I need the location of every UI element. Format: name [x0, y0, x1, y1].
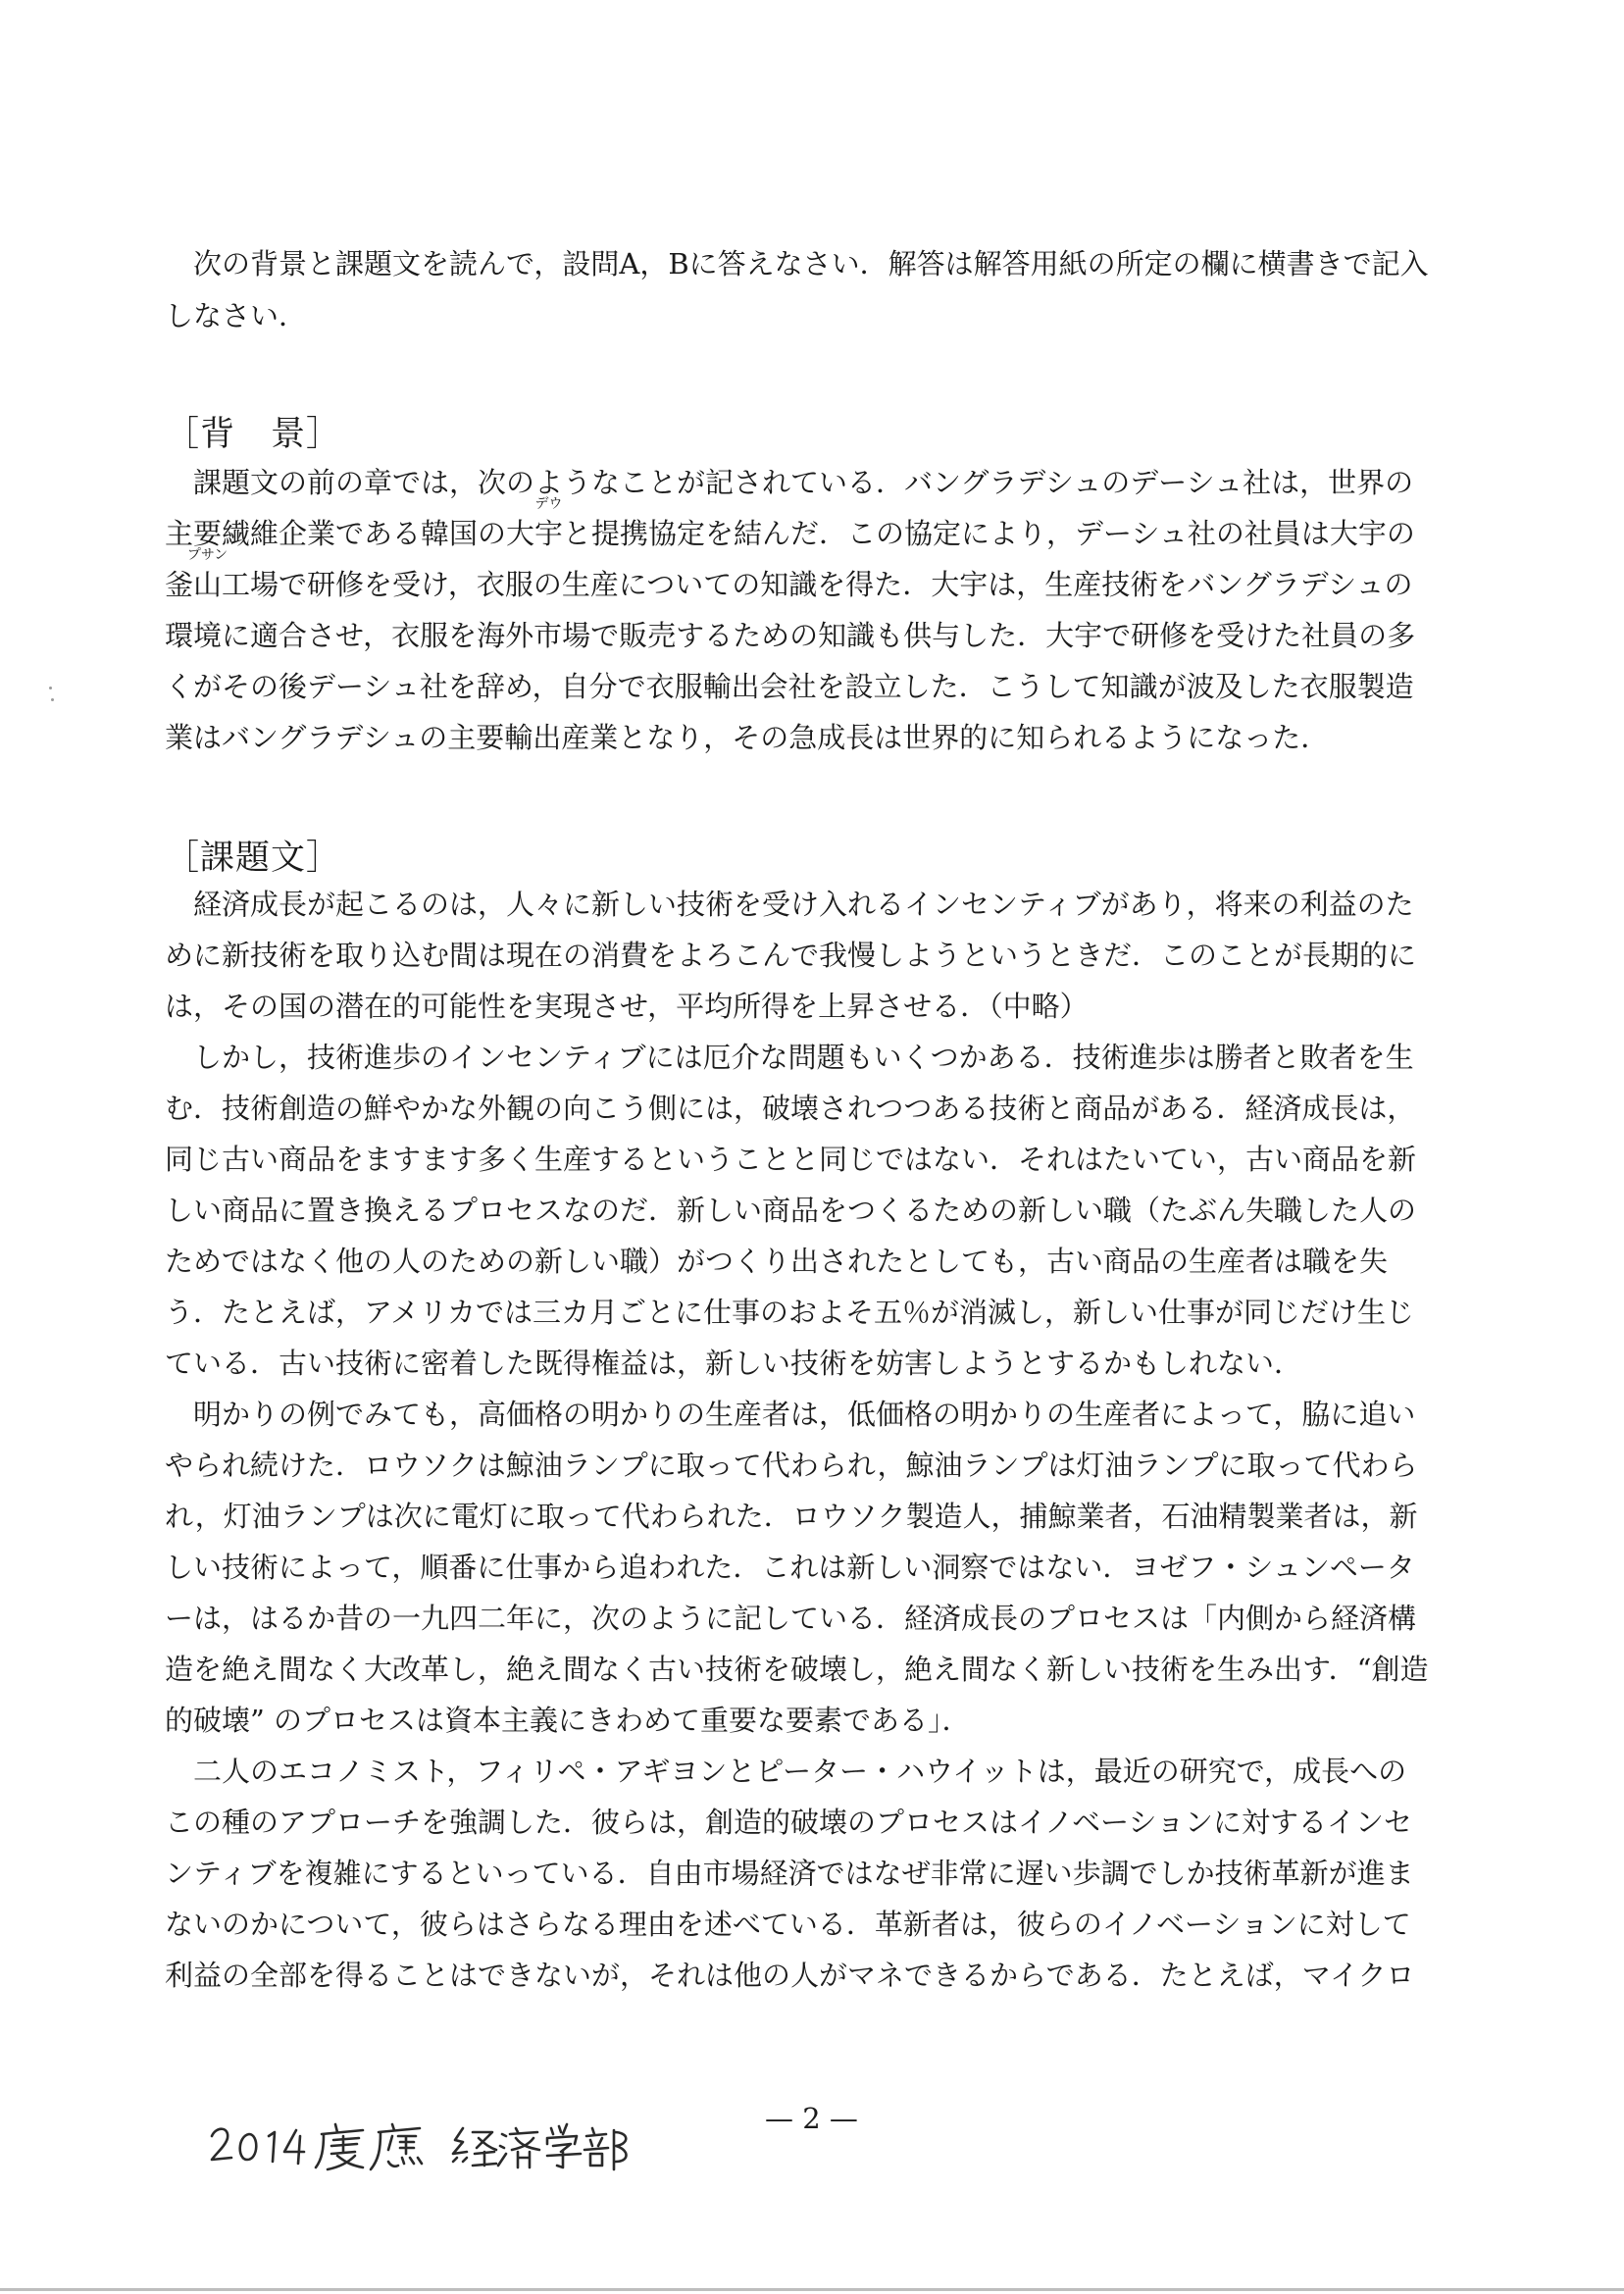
scan-speck: [49, 687, 52, 689]
handwritten-note-drawing: [206, 2107, 637, 2175]
busan-ruby: [165, 547, 228, 601]
background-text-2: と提携協定を結んだ．この協定により，デーシュ社の社員は大宇の: [563, 517, 1415, 550]
background-text-3: 工場で研修を受け，衣服の生産についての知識を得た．大宇は，生産技術をバングラデシュの環境に適合させ，衣服を海外市場で販売するための知識も供与した．大宇で研修を受けた社員の多くがその後デーシュ社を辞め，自分で衣服輸出会社を設立した．こうして知識が波及した衣服製造業はバングラデシュの主要輸出産業となり，その急成長は世界的に知られるようになった．: [165, 568, 1416, 754]
instructions: [165, 238, 1440, 342]
handwritten-note: [206, 2107, 637, 2179]
daewoo-reading: デウ: [534, 496, 563, 512]
page-number: — 2 —: [765, 2102, 858, 2135]
background-paragraph: [165, 457, 1430, 763]
task-paragraph-2: しかし，技術進歩のインセンティブには厄介な問題もいくつかある．技術進歩は勝者と敗者を生む．技術創造の鮮やかな外観の向こう側には，破壊されつつある技術と商品がある．経済成長は，同じ古い商品をますます多く生産するということと同じではない．それはたいてい，古い商品を新しい商品に置き換えるプロセスなのだ．新しい商品をつくるための新しい職（たぶん失職した人のためではなく他の人のための新しい職）がつくり出されたとしても，古い商品の生産者は職を失う．たとえば，アメリカでは三カ月ごとに仕事のおよそ五％が消滅し，新しい仕事が同じだけ生じている．古い技術に密着した既得権益は，新しい技術を妨害しようとするかもしれない．: [165, 1041, 1417, 1380]
scan-speck: [51, 698, 54, 701]
daewoo-word: 大宇: [506, 517, 564, 550]
task-paragraph-3: 明かりの例でみても，高価格の明かりの生産者は，低価格の明かりの生産者によって，脇に追いやられ続けた．ロウソクは鯨油ランプに取って代わられ，鯨油ランプは灯油ランプに取って代わられ，灯油ランプは次に電灯に取って代わられた．ロウソク製造人，捕鯨業者，石油精製業者は，新しい技術によって，順番に仕事から追われた．これは新しい洞察ではない．ヨゼフ・シュンペーターは，はるか昔の一九四二年に，次のように記している．経済成長のプロセスは「内側から経済構造を絶え間なく大改革し，絶え間なく古い技術を破壊し，絶え間なく新しい技術を生み出す．“創造的破壊” のプロセスは資本主義にきわめて重要な要素である」．: [165, 1398, 1429, 1737]
daewoo-ruby: [506, 496, 564, 550]
task-heading: ［課題文］: [165, 839, 342, 878]
background-text-1: 課題文の前の章では，次のようなことが記されている．バングラデシュのデーシュ社は，世界の主要繊維企業である韓国の: [165, 466, 1414, 550]
scan-edge-line: [0, 2288, 1624, 2291]
busan-reading: プサン: [186, 547, 228, 563]
task-paragraph-1: 経済成長が起こるのは，人々に新しい技術を受け入れるインセンティブがあり，将来の利益のために新技術を取り込む間は現在の消費をよろこんで我慢しようというときだ．このことが長期的には，その国の潜在的可能性を実現させ，平均所得を上昇させる．（中略）: [165, 888, 1417, 1023]
background-heading: ［背 景］: [165, 415, 342, 454]
background-section: [165, 457, 1430, 763]
task-section: [165, 879, 1430, 2001]
instructions-text: 次の背景と課題文を読んで，設問A，Bに答えなさい．解答は解答用紙の所定の欄に横書きで記入しなさい．: [165, 247, 1429, 332]
busan-word: 釜山: [165, 568, 223, 601]
task-paragraph-4: 二人のエコノミスト，フィリペ・アギヨンとピーター・ハウイットは，最近の研究で，成長へのこの種のアプローチを強調した．彼らは，創造的破壊のプロセスはイノベーションに対するインセンティブを複雑にするといっている．自由市場経済ではなぜ非常に遅い歩調でしか技術革新が進まないのかについて，彼らはさらなる理由を述べている．革新者は，彼らのイノベーションに対して利益の全部を得ることはできないが，それは他の人がマネできるからである．たとえば，マイクロ: [165, 1755, 1415, 1992]
